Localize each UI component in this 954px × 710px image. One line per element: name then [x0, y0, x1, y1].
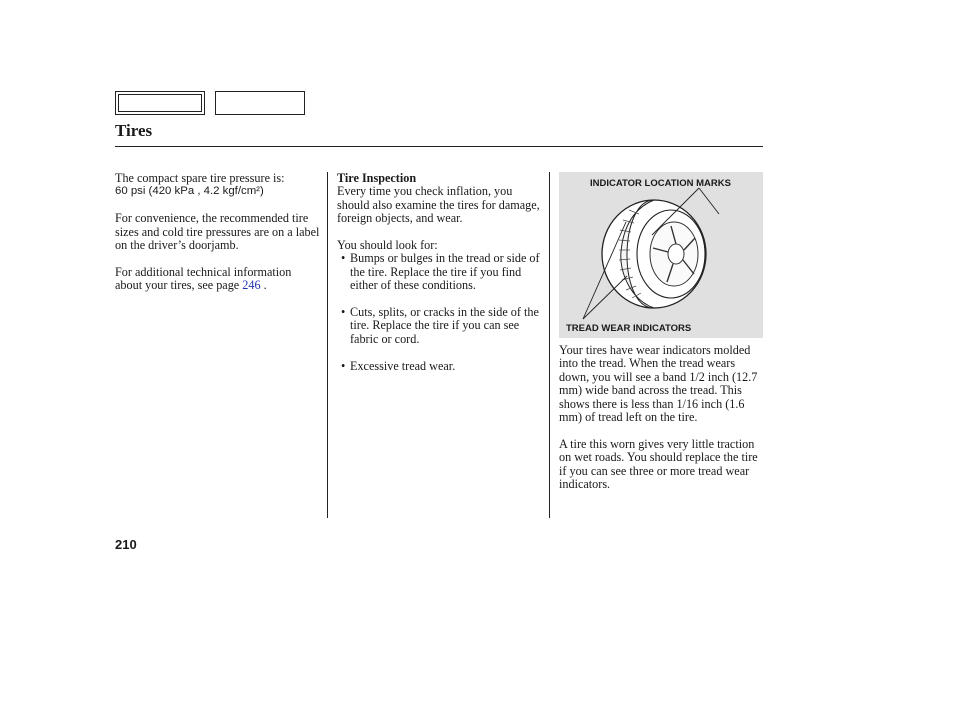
list-item: • Excessive tread wear. [341, 360, 543, 373]
look-for-intro: You should look for: [337, 238, 438, 253]
inspection-bullet-list [337, 252, 543, 373]
column-divider-1 [327, 172, 328, 518]
column-1 [115, 172, 320, 293]
list-item: • Cuts, splits, or cracks in the side of the tire. Replace the tire if you can see fabric or cord. [341, 306, 543, 346]
replace-tire-paragraph: A tire this worn gives very little traction on wet roads. You should replace the tire if you can see three or more tread wear indicators. [559, 436, 758, 492]
inspection-paragraph: Every time you check inflation, you should also examine the tires for damage, foreign objects, and wear. [337, 184, 540, 226]
tread-wear-indicators-label: TREAD WEAR INDICATORS [566, 323, 692, 334]
spare-pressure-intro: The compact spare tire pressure is: [115, 171, 285, 185]
column-2 [337, 172, 543, 373]
wear-indicators-paragraph: Your tires have wear indicators molded into the tread. When the tread wears down, you will see a band 1/2 inch (12.7 mm) wide band across the tread. This shows there is less than 1/16 inch (1.6 mm) of tread left on the tire. [559, 343, 758, 425]
technical-info-text: For additional technical information about your tires, see page [115, 264, 292, 293]
technical-info-paragraph [115, 266, 320, 293]
page-link-246[interactable]: 246 [242, 278, 261, 293]
spare-pressure-value: 60 psi (420 kPa , 4.2 kgf/cm²) [115, 185, 264, 198]
section-heading-tire-inspection: Tire Inspection [337, 171, 417, 185]
nav-previous-box[interactable] [115, 91, 205, 115]
tire-illustration [559, 172, 763, 338]
nav-next-box[interactable] [215, 91, 305, 115]
list-item: • Bumps or bulges in the tread or side of the tire. Replace the tire if you find either of these conditions. [341, 252, 543, 292]
technical-info-end: . [260, 278, 267, 293]
tire-drawing [559, 172, 763, 338]
page-number: 210 [115, 537, 137, 552]
title-rule [115, 146, 763, 147]
page-title: Tires [115, 121, 153, 140]
column-divider-2 [549, 172, 550, 518]
doorjamb-label-paragraph: For convenience, the recommended tire sizes and cold tire pressures are on a label on the driver’s doorjamb. [115, 211, 320, 253]
indicator-location-marks-label: INDICATOR LOCATION MARKS [590, 178, 731, 189]
column-3 [559, 344, 765, 491]
